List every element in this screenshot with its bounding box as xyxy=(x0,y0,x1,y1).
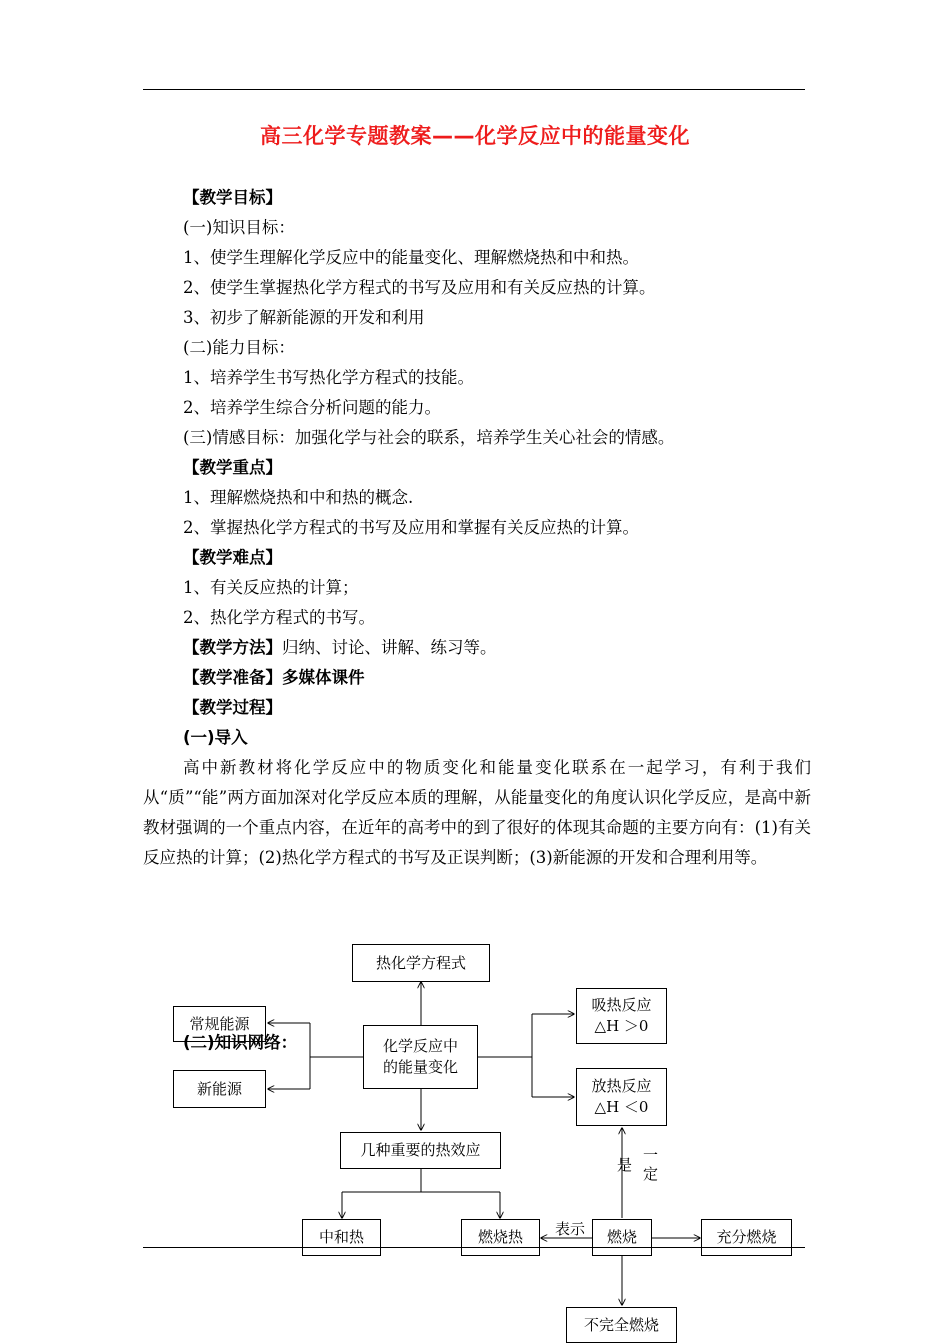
complete-combustion-box: 充分燃烧 xyxy=(701,1219,792,1256)
exothermic-label: 放热反应 xyxy=(591,1077,652,1095)
difficulty-heading: 【教学难点】 xyxy=(183,548,282,567)
new-energy-box: 新能源 xyxy=(173,1070,266,1108)
exothermic-box xyxy=(576,1068,667,1126)
conventional-energy-box: 常规能源 xyxy=(173,1006,266,1042)
center-energy-change-box xyxy=(363,1025,478,1089)
ability-goal-1: 1、培养学生书写热化学方程式的技能。 xyxy=(183,368,474,387)
key-point-1: 1、理解燃烧热和中和热的概念. xyxy=(183,488,414,507)
heat-effects-box: 几种重要的热效应 xyxy=(340,1132,501,1169)
knowledge-goal-3: 3、初步了解新能源的开发和利用 xyxy=(183,308,425,327)
label-yi: 一 xyxy=(643,1146,659,1164)
ability-goal-2: 2、培养学生综合分析问题的能力。 xyxy=(183,398,441,417)
bottom-rule xyxy=(143,1247,805,1248)
network-heading: (二)知识网络： xyxy=(183,1033,298,1052)
combustion-box: 燃烧 xyxy=(592,1219,652,1256)
combustion-heat-box: 燃烧热 xyxy=(461,1219,540,1256)
label-represents: 表示 xyxy=(555,1220,586,1238)
center-line-1: 化学反应中 xyxy=(382,1037,458,1055)
intro-paragraph-text: 高中新教材将化学反应中的物质变化和能量变化联系在一起学习，有利于我们从“质”“能”两方面加深对化学反应本质的理解，从能量变化的角度认识化学反应，是高中新教材强调的一个重点内容，在近年的高考中的到了很好的体现其命题的主要方向有：(1)有关反应热的计算；(2)热化学方程式的书写及正误判断；(3)新能源的开发和合理利用等。 xyxy=(143,758,811,867)
method-text: 归纳、讨论、讲解、练习等。 xyxy=(282,638,497,657)
incomplete-combustion-box: 不完全燃烧 xyxy=(566,1307,677,1343)
emotion-goal: (三)情感目标：加强化学与社会的联系，培养学生关心社会的情感。 xyxy=(183,428,675,447)
exothermic-dh: △H ＜0 xyxy=(594,1098,649,1116)
center-line-2: 的能量变化 xyxy=(382,1058,458,1076)
endothermic-dh: △H ＞0 xyxy=(594,1017,649,1035)
goals-heading: 【教学目标】 xyxy=(183,188,282,207)
neutralization-heat-box: 中和热 xyxy=(302,1219,381,1256)
label-shi: 是 xyxy=(617,1156,633,1174)
intro-heading: (一)导入 xyxy=(183,728,248,747)
difficulty-2: 2、热化学方程式的书写。 xyxy=(183,608,375,627)
process-heading: 【教学过程】 xyxy=(183,698,282,717)
knowledge-goal: (一)知识目标： xyxy=(183,218,295,237)
endothermic-box xyxy=(576,988,667,1044)
method-heading: 【教学方法】 xyxy=(183,638,282,657)
key-point-2: 2、掌握热化学方程式的书写及应用和掌握有关反应热的计算。 xyxy=(183,518,639,537)
knowledge-goal-2: 2、使学生掌握热化学方程式的书写及应用和有关反应热的计算。 xyxy=(183,278,656,297)
difficulty-1: 1、有关反应热的计算； xyxy=(183,578,359,597)
key-heading: 【教学重点】 xyxy=(183,458,282,477)
ability-goal: (二)能力目标： xyxy=(183,338,295,357)
label-ding: 定 xyxy=(643,1165,659,1183)
page-title: 高三化学专题教案——化学反应中的能量变化 xyxy=(260,124,690,148)
knowledge-goal-1: 1、使学生理解化学反应中的能量变化、理解燃烧热和中和热。 xyxy=(183,248,639,267)
thermochemical-equation-box: 热化学方程式 xyxy=(352,944,490,982)
preparation-line: 【教学准备】多媒体课件 xyxy=(183,668,365,687)
endothermic-label: 吸热反应 xyxy=(591,996,652,1014)
